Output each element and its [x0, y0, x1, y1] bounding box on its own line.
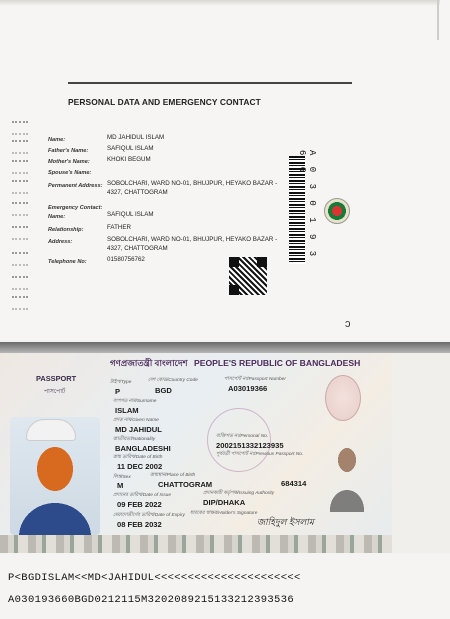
country-header-bn: গণপ্রজাতন্ত্রী বাংলাদেশ — [110, 358, 188, 368]
perforation-mark — [12, 121, 28, 135]
issuing-authority-label: প্রদানকারী কর্তৃপক্ষ/Issuing Authority — [203, 491, 275, 496]
holder-cap — [26, 419, 76, 441]
expiry-date-value: 08 FEB 2032 — [117, 520, 162, 529]
holder-signature-label: ধারকের স্বাক্ষর/Holder's Signature — [190, 511, 258, 516]
perforation-mark — [12, 160, 28, 174]
given-name-label: প্রদত্ত নাম/Given Name — [113, 418, 159, 423]
mrz-zone — [0, 555, 450, 619]
father-value: SAFIQUL ISLAM — [107, 145, 154, 152]
emergency-address-line1: SOBOLCHARI, WARD NO-01, BHUJPUR, HEYAKO BAZAR - — [107, 236, 278, 243]
header-rule — [68, 82, 352, 84]
perforation-mark — [12, 202, 28, 216]
nationality-label: জাতীয়তা/Nationality — [113, 437, 156, 442]
qr-code — [229, 257, 267, 295]
perforation-mark — [12, 276, 28, 290]
type-value: P — [115, 387, 121, 396]
place-of-birth-label: জন্মস্থান/Place of Birth — [150, 473, 196, 478]
emergency-heading: Emergency Contact: — [48, 205, 103, 211]
personal-number-label: ব্যক্তিগত নং/Personal No. — [216, 434, 269, 439]
permanent-address-line2: 4327, CHATTOGRAM — [107, 189, 168, 196]
perforation-mark — [12, 252, 28, 266]
country-code-label: দেশ কোড/Country Code — [148, 378, 198, 383]
perforation-mark — [12, 226, 28, 240]
country-header-en: PEOPLE'S REPUBLIC OF BANGLADESH — [194, 358, 361, 368]
given-name-value: MD JAHIDUL — [115, 425, 162, 434]
sex-value: M — [117, 481, 124, 490]
holder-signature: জাহিদুল ইসলাম — [257, 517, 314, 527]
permanent-address-line1: SOBOLCHARI, WARD NO-01, BHUJPUR, HEYAKO BAZAR - — [107, 180, 278, 187]
relationship-label: Relationship: — [48, 227, 84, 233]
vertical-passport-number: A 0 3 0 1 9 3 6 6 — [297, 150, 317, 260]
ghost-oval — [325, 375, 361, 421]
passport-number-label: পাসপোর্ট নং/Passport Number — [224, 377, 286, 382]
name-label: Name: — [48, 137, 66, 143]
perforation-mark — [12, 140, 28, 154]
passport-title-en: PASSPORT — [36, 374, 77, 383]
personal-number-value: 2002151332123935 — [216, 441, 284, 450]
surname-value: ISLAM — [115, 406, 139, 415]
surname-label: বংশগত নাম/Surname — [113, 399, 157, 404]
nationality-value: BANGLADESHI — [115, 444, 171, 453]
passport-number-value: A03019366 — [228, 384, 268, 393]
telephone-label: Telephone No: — [48, 259, 87, 265]
perforation-mark — [12, 296, 28, 310]
ghost-photo — [327, 438, 367, 512]
page-title: PERSONAL DATA AND EMERGENCY CONTACT — [68, 97, 261, 107]
mrz-line-2: A030193660BGD0212115M3202089215133212393536 — [8, 594, 294, 606]
emergency-name-label: Name: — [48, 214, 66, 220]
page-margin — [392, 353, 450, 553]
dob-label: জন্ম তারিখ/Date of Birth — [113, 455, 163, 460]
page-edge — [0, 0, 440, 6]
emergency-address-label: Address: — [48, 239, 73, 245]
mrz-line-1: P<BGDISLAM<<MD<JAHIDUL<<<<<<<<<<<<<<<<<<<<<< — [8, 572, 301, 584]
personal-code-value: 684314 — [281, 479, 307, 488]
passport-title-bn: পাসপোর্ট — [44, 389, 66, 395]
perforation-mark — [12, 180, 28, 194]
type-label: টাইপ/Type — [110, 380, 132, 385]
telephone-value: 01580756762 — [107, 256, 145, 263]
name-value: MD JAHIDUL ISLAM — [107, 134, 165, 141]
permanent-address-label: Permanent Address: — [48, 183, 103, 189]
place-of-birth-value: CHATTOGRAM — [158, 480, 213, 489]
previous-passport-label: পূর্ববর্তী পাসপোর্ট নং/Previous Passport No. — [216, 452, 304, 457]
dob-value: 11 DEC 2002 — [117, 462, 163, 471]
emergency-address-line2: 4327, CHATTOGRAM — [107, 245, 168, 252]
father-label: Father's Name: — [48, 148, 89, 154]
issuing-authority-value: DIP/DHAKA — [203, 498, 246, 507]
page-curl-icon: ↄ — [345, 318, 351, 330]
mother-value: KHOKI BEGUM — [107, 156, 151, 163]
government-seal-icon — [324, 198, 350, 224]
issue-date-label: প্রদানের তারিখ/Date of Issue — [113, 493, 172, 498]
page-fold — [437, 0, 439, 40]
security-band — [0, 535, 392, 553]
expiry-date-label: মেয়াদোত্তীর্ণের তারিখ/Date of Expiry — [113, 513, 185, 518]
spouse-label: Spouse's Name: — [48, 170, 92, 176]
mother-label: Mother's Name: — [48, 159, 90, 165]
issue-date-value: 09 FEB 2022 — [117, 500, 162, 509]
relationship-value: FATHER — [107, 224, 131, 231]
sex-label: লিঙ্গ/Sex — [113, 475, 131, 480]
emergency-name-value: SAFIQUL ISLAM — [107, 211, 154, 218]
country-header — [110, 357, 360, 371]
country-code-value: BGD — [155, 386, 172, 395]
